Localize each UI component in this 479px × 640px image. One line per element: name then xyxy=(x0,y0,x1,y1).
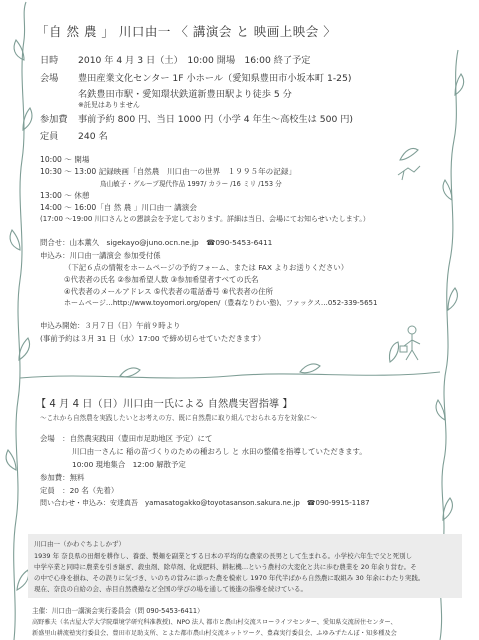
fee-value: 事前予約 800 円、当日 1000 円（小学 4 年生〜高校生は 500 円) xyxy=(78,114,353,125)
organizer-line: 主催：川口由一講演会実行委員会（問 090-5453-6411） xyxy=(32,607,204,615)
section2-detail: 10:00 現地集合 12:00 解散予定 xyxy=(72,460,186,469)
section2-detail: 川口由一さんに 稲の苗づくりのための種おろし と 水田の整備を指導していただきます。 xyxy=(72,447,367,456)
program-item: (17:00 〜19:00 川口さんとの懇談会を予定しております。詳細は当日、会場にてお知らせいたします。） xyxy=(40,215,370,223)
apply-item: ①代表者の氏名 ②参加希望人数 ③参加希望者すべての氏名 xyxy=(64,275,259,284)
program-item: 14:00 〜 16:00「自 然 農 」川口由一 講演会 xyxy=(40,203,197,212)
cooperators-line: 高野雅夫（名古屋大学大学院環境学研究科准教授)、NPO 法人 都市と農山村交流スローライフセンター、愛知県交流居住センター、 xyxy=(32,619,397,626)
program-item: 13:00 〜 休憩 xyxy=(40,191,90,200)
venue-value: 豊田産業文化センター 1F 小ホール（愛知県豊田市小坂本町 1-25) xyxy=(78,73,352,84)
bio-line: の中で心身を損ね、その誤りに気づき、いのちの営みに添った農を模索し 1970 年代半ばから自然農に取組み 30 年余にわたり実践。 xyxy=(34,574,425,582)
section2-fee: 参加費：無料 xyxy=(40,473,85,482)
cooperators-line: 新盛里山耕流塾実行委員会、豊田市足助支所、とよた都市農山村交流ネットワーク、豊森実行委員会、ふゆみずたんぼ・知多種及会 xyxy=(32,630,397,637)
apply-deadline: (事前予約は３月 31 日（水）17:00 で締め切らせていただきます） xyxy=(40,334,266,343)
program-item: 10:30 〜 13:00 記録映画「自然農 川口由一の世界 １９９５年の記録」 xyxy=(40,167,297,176)
inquiry-line: 問合せ：山本薫久 sigekayo@juno.ocn.ne.jp ☎090-5453-6411 xyxy=(40,238,273,247)
page-title: 「自 然 農 」 川口由一 〈 講演会 と 映画上映会 〉 xyxy=(36,24,337,39)
no-daycare-note: ※託児はありません xyxy=(78,101,140,109)
biography-box xyxy=(28,534,462,598)
capacity-row xyxy=(0,128,479,142)
apply-start: 申込み開始：３月７日（日）午前９時より xyxy=(40,321,181,330)
bio-line: 中学卒業と同時に農業を引き継ぎ、殺虫剤、除草剤、化成肥料、耕耘機…という農村の大変化と共に歩む農業を 20 年余り営む。そ xyxy=(34,563,417,571)
section2-contact: 問い合わせ・申込み：安達真吾 yamasatogakko@toyotasanson.sakura.ne.jp ☎090-9915-1187 xyxy=(40,499,370,507)
apply-note: （下記６点の情報をホームページの予約フォーム、または FAX よりお送りください） xyxy=(64,263,349,272)
bio-line: 現在、奈良の自給の会、赤目自然農塾など全国の学びの場を通して後進の指導を続けている。 xyxy=(34,585,307,593)
fee-label: 参加費 xyxy=(40,114,68,125)
fee-row xyxy=(0,111,479,125)
program-item: 10:00 〜 開場 xyxy=(40,155,90,164)
capacity-label: 定員 xyxy=(40,131,59,142)
bio-heading: 川口由一（かわぐちよしかず） xyxy=(34,540,125,548)
section2-capacity: 定員 ：20 名（先着） xyxy=(40,486,119,495)
apply-item: ④代表者のメールアドレス ⑤代表者の電話番号 ⑥代表者の住所 xyxy=(64,287,273,296)
access-value: 名鉄豊田市駅・愛知環状鉄道新豊田駅より徒歩 5 分 xyxy=(78,89,292,100)
date-value: 2010 年 4 月 3 日（土） 10:00 開場 16:00 終了予定 xyxy=(78,55,311,66)
apply-line: 申込み：川口由一講演会 参加受付係 xyxy=(40,251,161,260)
bio-line: 1939 年 奈良県の田畑を耕作し、養蚕、製麺を副業とする日本の平均的な農家の長男として生まれる。小学校六年生で父と死別し xyxy=(34,552,413,560)
homepage-line: ホームページ…http://www.toyomori.org/open/（豊森なりわい塾)、ファックス…052-339-5651 xyxy=(64,299,378,307)
venue-row xyxy=(0,70,479,84)
section2-subtitle: 〜これから自然農を実践したいとお考えの方、既に自然農に取り組んでおられる方を対象に〜 xyxy=(40,414,317,422)
capacity-value: 240 名 xyxy=(78,131,108,142)
date-row xyxy=(0,52,479,66)
section2-venue: 会場 ：自然農実践田（豊田市足助地区 予定）にて xyxy=(40,434,213,443)
section2-title: 【 4 月 4 日（日）川口由一氏による 自然農実習指導 】 xyxy=(36,399,293,410)
date-label: 日時 xyxy=(40,55,59,66)
venue-label: 会場 xyxy=(40,73,59,84)
program-item: 鳥山敏子・グループ現代作品 1997/ カラー /16 ミリ /153 分 xyxy=(100,180,282,188)
